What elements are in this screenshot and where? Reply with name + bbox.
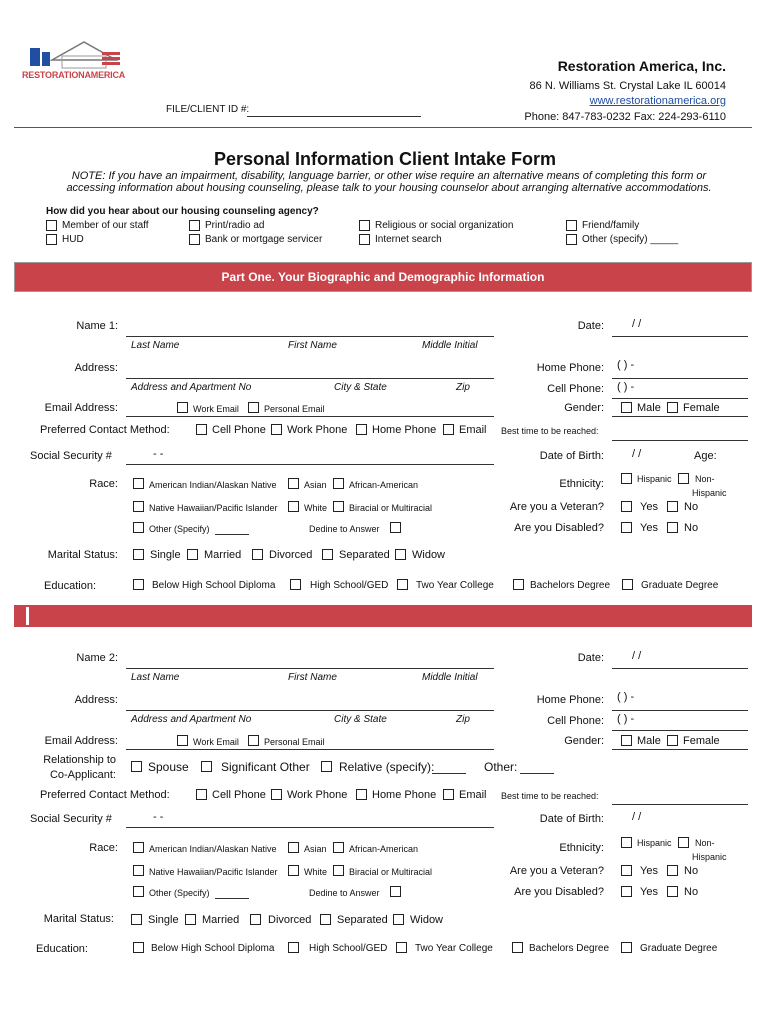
cell-phone-underline-2: [612, 730, 748, 731]
addr-apt-caption: Address and Apartment No: [131, 382, 252, 393]
home-phone-label: Home Phone:: [536, 362, 604, 374]
veteran-yes-label: Yes: [640, 501, 658, 513]
checkbox-edu-hs[interactable]: [290, 579, 301, 590]
option-friend: Friend/family: [582, 220, 640, 231]
marital-label: Marital Status:: [47, 549, 118, 561]
checkbox-staff[interactable]: [46, 220, 57, 231]
single-label-2: Single: [148, 914, 179, 926]
checkbox-contact-email[interactable]: [443, 424, 454, 435]
gender-label: Gender:: [564, 402, 604, 414]
disabled-label-2: Are you Disabled?: [514, 886, 604, 898]
middle-initial-caption: Middle Initial: [422, 340, 478, 351]
widow-label: Widow: [412, 549, 446, 561]
cell-phone-input-2[interactable]: ( ) -: [617, 713, 635, 725]
company-logo: [22, 40, 132, 84]
veteran-yes-label-2: Yes: [640, 865, 658, 877]
edu-two-label-2: Two Year College: [415, 943, 493, 954]
best-time-label-2: Best time to be reached:: [501, 791, 599, 801]
non-hispanic-label-2a: Non-: [695, 838, 715, 848]
education-label: Education:: [44, 580, 96, 592]
relative-input[interactable]: [432, 773, 466, 774]
last-name-caption-2: Last Name: [131, 672, 180, 683]
veteran-label: Are you a Veteran?: [509, 501, 604, 513]
checkbox-friend[interactable]: [566, 220, 577, 231]
option-religious: Religious or social organization: [375, 220, 514, 231]
dob-label: Date of Birth:: [539, 450, 604, 462]
checkbox-edu-grad[interactable]: [622, 579, 633, 590]
disabled-no-label: No: [684, 522, 699, 534]
address-input[interactable]: [126, 378, 494, 379]
hispanic-label: Hispanic: [637, 474, 672, 484]
form-title: Personal Information Client Intake Form: [213, 149, 557, 169]
married-label: Married: [204, 549, 242, 561]
checkbox-veteran-yes[interactable]: [621, 501, 632, 512]
checkbox-veteran-yes-2[interactable]: [621, 865, 632, 876]
veteran-no-label: No: [684, 501, 699, 513]
date-label: Date:: [577, 320, 604, 332]
option-bank: Bank or mortgage servicer: [205, 234, 323, 245]
home-phone-label-2: Home Phone:: [536, 694, 604, 706]
company-name: Restoration America, Inc.: [557, 58, 726, 74]
zip-caption-2: Zip: [456, 714, 470, 725]
checkbox-disabled-no[interactable]: [667, 522, 678, 533]
spouse-label: Spouse: [148, 760, 189, 774]
checkbox-race-aa-2[interactable]: [333, 842, 344, 853]
checkbox-race-bi[interactable]: [333, 501, 344, 512]
email-label: Email Address:: [44, 402, 118, 414]
non-hispanic-label-2b: Hispanic: [692, 852, 727, 862]
edu-hs-label: High School/GED: [310, 580, 389, 591]
checkbox-divorced[interactable]: [252, 549, 263, 560]
checkbox-personal-email-2[interactable]: [248, 735, 259, 746]
cell-phone-label: Cell Phone:: [547, 383, 604, 395]
veteran-label-2: Are you a Veteran?: [509, 865, 604, 877]
referral-question: How did you hear about our housing counseling agency?: [46, 206, 319, 217]
option-print-radio: Print/radio ad: [205, 220, 265, 231]
race-nh-label: Native Hawaiian/Pacific Islander: [149, 503, 278, 513]
date-input-2[interactable]: / /: [632, 650, 642, 662]
ssn-input[interactable]: - -: [153, 448, 164, 460]
hispanic-label-2: Hispanic: [637, 838, 672, 848]
race-bi-label: Biracial or Multiracial: [349, 503, 433, 513]
disabled-label: Are you Disabled?: [514, 522, 604, 534]
best-time-input[interactable]: [612, 440, 748, 441]
contact-home-label-2: Home Phone: [372, 789, 437, 801]
race-other-label: Other (Specify): [149, 524, 210, 534]
checkbox-edu-below[interactable]: [133, 579, 144, 590]
contact-cell-label: Cell Phone: [212, 424, 266, 436]
other-label: Other:: [484, 760, 518, 774]
checkbox-race-decline-2[interactable]: [390, 886, 401, 897]
name2-label: Name 2:: [76, 652, 118, 664]
checkbox-bank[interactable]: [189, 234, 200, 245]
divorced-label-2: Divorced: [268, 914, 312, 926]
race-other-input-2[interactable]: [215, 898, 249, 899]
checkbox-widow[interactable]: [395, 549, 406, 560]
ssn-underline-2: [126, 827, 494, 828]
checkbox-female[interactable]: [667, 402, 678, 413]
home-phone-input-2[interactable]: ( ) -: [617, 691, 635, 703]
checkbox-hud[interactable]: [46, 234, 57, 245]
checkbox-spouse[interactable]: [131, 761, 142, 772]
checkbox-race-bi-2[interactable]: [333, 865, 344, 876]
checkbox-female-2[interactable]: [667, 735, 678, 746]
gender-underline: [612, 416, 748, 417]
option-hud: HUD: [62, 234, 84, 245]
checkbox-contact-email-2[interactable]: [443, 789, 454, 800]
race-ai-label: American Indian/Alaskan Native: [149, 480, 277, 490]
checkbox-print-radio[interactable]: [189, 220, 200, 231]
relationship-label-1: Relationship to: [43, 754, 116, 766]
section-banner: Part One. Your Biographic and Demographic Information: [14, 262, 752, 292]
checkbox-non-hispanic[interactable]: [678, 473, 689, 484]
edu-grad-label-2: Graduate Degree: [640, 943, 718, 954]
ssn-input-2[interactable]: - -: [153, 811, 164, 823]
company-address: 86 N. Williams St. Crystal Lake IL 60014: [529, 80, 726, 92]
checkbox-single-2[interactable]: [131, 914, 142, 925]
checkbox-race-nh[interactable]: [133, 501, 144, 512]
personal-email-label-2: Personal Email: [264, 737, 325, 747]
checkbox-male[interactable]: [621, 402, 632, 413]
addr-apt-caption-2: Address and Apartment No: [131, 714, 252, 725]
personal-email-label: Personal Email: [264, 404, 325, 414]
cell-phone-label-2: Cell Phone:: [547, 715, 604, 727]
applicant-separator: [14, 605, 752, 627]
ssn-underline: [126, 464, 494, 465]
race-decline-label: Dedine to Answer: [309, 524, 380, 534]
checkbox-personal-email[interactable]: [248, 402, 259, 413]
race-white-label: White: [304, 503, 328, 513]
separator-mark: [26, 607, 29, 625]
checkbox-single[interactable]: [133, 549, 144, 560]
date-underline-2: [612, 668, 748, 669]
male-label: Male: [637, 402, 661, 414]
address-input-2[interactable]: [126, 710, 494, 711]
checkbox-separated-2[interactable]: [320, 914, 331, 925]
name1-label: Name 1:: [76, 320, 118, 332]
ethnicity-label: Ethnicity:: [559, 478, 604, 490]
name2-input[interactable]: [126, 668, 494, 669]
dob-label-2: Date of Birth:: [539, 813, 604, 825]
married-label-2: Married: [202, 914, 240, 926]
disabled-no-label-2: No: [684, 886, 699, 898]
checkbox-married-2[interactable]: [185, 914, 196, 925]
date-underline: [612, 336, 748, 337]
checkbox-hispanic-2[interactable]: [621, 837, 632, 848]
ethnicity-label-2: Ethnicity:: [559, 842, 604, 854]
checkbox-race-white[interactable]: [288, 501, 299, 512]
age-label: Age:: [694, 450, 717, 462]
male-label-2: Male: [637, 735, 661, 747]
logo-text: RESTORATIONAMERICA: [22, 70, 126, 80]
gender-underline-2: [612, 749, 748, 750]
last-name-caption: Last Name: [131, 340, 180, 351]
email-input[interactable]: [126, 416, 494, 417]
checkbox-edu-two[interactable]: [397, 579, 408, 590]
option-internet: Internet search: [375, 234, 442, 245]
contact-cell-label-2: Cell Phone: [212, 789, 266, 801]
home-phone-underline: [612, 378, 748, 379]
company-website[interactable]: www.restorationamerica.org: [589, 95, 726, 107]
company-phone: Phone: 847-783-0232 Fax: 224-293-6110: [524, 111, 726, 123]
checkbox-edu-bach-2[interactable]: [512, 942, 523, 953]
relationship-label-2: Co-Applicant:: [49, 769, 116, 781]
contact-email-label: Email: [459, 424, 487, 436]
cell-phone-underline: [612, 398, 748, 399]
checkbox-religious[interactable]: [359, 220, 370, 231]
checkbox-race-asian[interactable]: [288, 478, 299, 489]
first-name-caption: First Name: [288, 340, 337, 351]
checkbox-contact-home[interactable]: [356, 424, 367, 435]
checkbox-contact-cell-2[interactable]: [196, 789, 207, 800]
checkbox-race-aa[interactable]: [333, 478, 344, 489]
checkbox-relative[interactable]: [321, 761, 332, 772]
email-label-2: Email Address:: [44, 735, 118, 747]
separated-label: Separated: [339, 549, 390, 561]
home-phone-input[interactable]: ( ) -: [617, 359, 635, 371]
city-state-caption: City & State: [334, 382, 387, 393]
zip-caption: Zip: [456, 382, 470, 393]
work-email-label: Work Email: [193, 404, 239, 414]
race-white-label-2: White: [304, 867, 328, 877]
ssn-label: Social Security #: [30, 450, 112, 462]
ssn-label-2: Social Security #: [30, 813, 112, 825]
email-input-2[interactable]: [126, 749, 494, 750]
checkbox-contact-cell[interactable]: [196, 424, 207, 435]
preferred-contact-label: Preferred Contact Method:: [40, 424, 170, 436]
disabled-yes-label-2: Yes: [640, 886, 658, 898]
widow-label-2: Widow: [410, 914, 444, 926]
race-nh-label-2: Native Hawaiian/Pacific Islander: [149, 867, 278, 877]
edu-below-label: Below High School Diploma: [152, 580, 276, 591]
checkbox-internet[interactable]: [359, 234, 370, 245]
race-label: Race:: [89, 478, 118, 490]
race-aa-label-2: African-American: [349, 844, 419, 854]
option-staff: Member of our staff: [62, 220, 149, 231]
preferred-contact-label-2: Preferred Contact Method:: [40, 789, 170, 801]
edu-hs-label-2: High School/GED: [309, 943, 388, 954]
checkbox-other[interactable]: [566, 234, 577, 245]
date-input[interactable]: / /: [632, 318, 642, 330]
address-label-2: Address:: [74, 694, 118, 706]
best-time-label: Best time to be reached:: [501, 426, 599, 436]
edu-bach-label-2: Bachelors Degree: [529, 943, 610, 954]
race-other-input[interactable]: [215, 534, 249, 535]
checkbox-work-email[interactable]: [177, 402, 188, 413]
checkbox-race-asian-2[interactable]: [288, 842, 299, 853]
separated-label-2: Separated: [337, 914, 388, 926]
contact-work-label-2: Work Phone: [287, 789, 348, 801]
sig-other-label: Significant Other: [221, 760, 310, 774]
checkbox-race-nh-2[interactable]: [133, 865, 144, 876]
first-name-caption-2: First Name: [288, 672, 337, 683]
veteran-no-label-2: No: [684, 865, 699, 877]
header-divider: [14, 127, 752, 128]
checkbox-male-2[interactable]: [621, 735, 632, 746]
name1-input[interactable]: [126, 336, 494, 337]
city-state-caption-2: City & State: [334, 714, 387, 725]
checkbox-veteran-no[interactable]: [667, 501, 678, 512]
work-email-label-2: Work Email: [193, 737, 239, 747]
race-bi-label-2: Biracial or Multiracial: [349, 867, 433, 877]
checkbox-sig-other[interactable]: [201, 761, 212, 772]
dob-input-2[interactable]: / /: [632, 811, 642, 823]
checkbox-veteran-no-2[interactable]: [667, 865, 678, 876]
middle-initial-caption-2: Middle Initial: [422, 672, 478, 683]
checkbox-race-ai[interactable]: [133, 478, 144, 489]
checkbox-race-decline[interactable]: [390, 522, 401, 533]
home-phone-underline-2: [612, 710, 748, 711]
date-label-2: Date:: [577, 652, 604, 664]
file-id-input[interactable]: [247, 116, 421, 117]
checkbox-contact-work[interactable]: [271, 424, 282, 435]
checkbox-edu-two-2[interactable]: [396, 942, 407, 953]
edu-below-label-2: Below High School Diploma: [151, 943, 275, 954]
edu-grad-label: Graduate Degree: [641, 580, 719, 591]
non-hispanic-label-2: Hispanic: [692, 488, 727, 498]
checkbox-edu-below-2[interactable]: [133, 942, 144, 953]
checkbox-married[interactable]: [187, 549, 198, 560]
address-label: Address:: [74, 362, 118, 374]
checkbox-non-hispanic-2[interactable]: [678, 837, 689, 848]
race-aa-label: African-American: [349, 480, 419, 490]
edu-two-label: Two Year College: [416, 580, 494, 591]
contact-work-label: Work Phone: [287, 424, 348, 436]
single-label: Single: [150, 549, 181, 561]
checkbox-edu-bach[interactable]: [513, 579, 524, 590]
checkbox-race-white-2[interactable]: [288, 865, 299, 876]
race-asian-label: Asian: [304, 480, 327, 490]
checkbox-edu-grad-2[interactable]: [621, 942, 632, 953]
contact-home-label: Home Phone: [372, 424, 437, 436]
race-asian-label-2: Asian: [304, 844, 327, 854]
checkbox-edu-hs-2[interactable]: [288, 942, 299, 953]
female-label: Female: [683, 402, 720, 414]
accessibility-note: NOTE: If you have an impairment, disability, language barrier, or other wise require an alternative means of completing this form or accessing information about housing counseling, please talk to your housing counselor about arranging alternative accommodations.: [66, 170, 712, 194]
gender-label-2: Gender:: [564, 735, 604, 747]
divorced-label: Divorced: [269, 549, 313, 561]
checkbox-contact-work-2[interactable]: [271, 789, 282, 800]
checkbox-race-other-2[interactable]: [133, 886, 144, 897]
contact-email-label-2: Email: [459, 789, 487, 801]
dob-input[interactable]: / /: [632, 448, 642, 460]
checkbox-separated[interactable]: [322, 549, 333, 560]
race-other-label-2: Other (Specify): [149, 888, 210, 898]
checkbox-work-email-2[interactable]: [177, 735, 188, 746]
checkbox-race-other[interactable]: [133, 522, 144, 533]
checkbox-contact-home-2[interactable]: [356, 789, 367, 800]
race-label-2: Race:: [89, 842, 118, 854]
checkbox-divorced-2[interactable]: [250, 914, 261, 925]
relative-label: Relative (specify):: [339, 760, 435, 774]
option-other: Other (specify) _____: [582, 234, 679, 245]
checkbox-disabled-yes[interactable]: [621, 522, 632, 533]
marital-label-2: Marital Status:: [43, 913, 114, 925]
cell-phone-input[interactable]: ( ) -: [617, 381, 635, 393]
checkbox-widow-2[interactable]: [393, 914, 404, 925]
disabled-yes-label: Yes: [640, 522, 658, 534]
checkbox-hispanic[interactable]: [621, 473, 632, 484]
best-time-input-2[interactable]: [612, 804, 748, 805]
file-id-label: FILE/CLIENT ID #:: [166, 104, 250, 115]
checkbox-disabled-no-2[interactable]: [667, 886, 678, 897]
checkbox-race-ai-2[interactable]: [133, 842, 144, 853]
edu-bach-label: Bachelors Degree: [530, 580, 611, 591]
education-label-2: Education:: [36, 943, 88, 955]
checkbox-disabled-yes-2[interactable]: [621, 886, 632, 897]
race-ai-label-2: American Indian/Alaskan Native: [149, 844, 277, 854]
non-hispanic-label-1: Non-: [695, 474, 715, 484]
race-decline-label-2: Dedine to Answer: [309, 888, 380, 898]
female-label-2: Female: [683, 735, 720, 747]
other-input[interactable]: [520, 773, 554, 774]
